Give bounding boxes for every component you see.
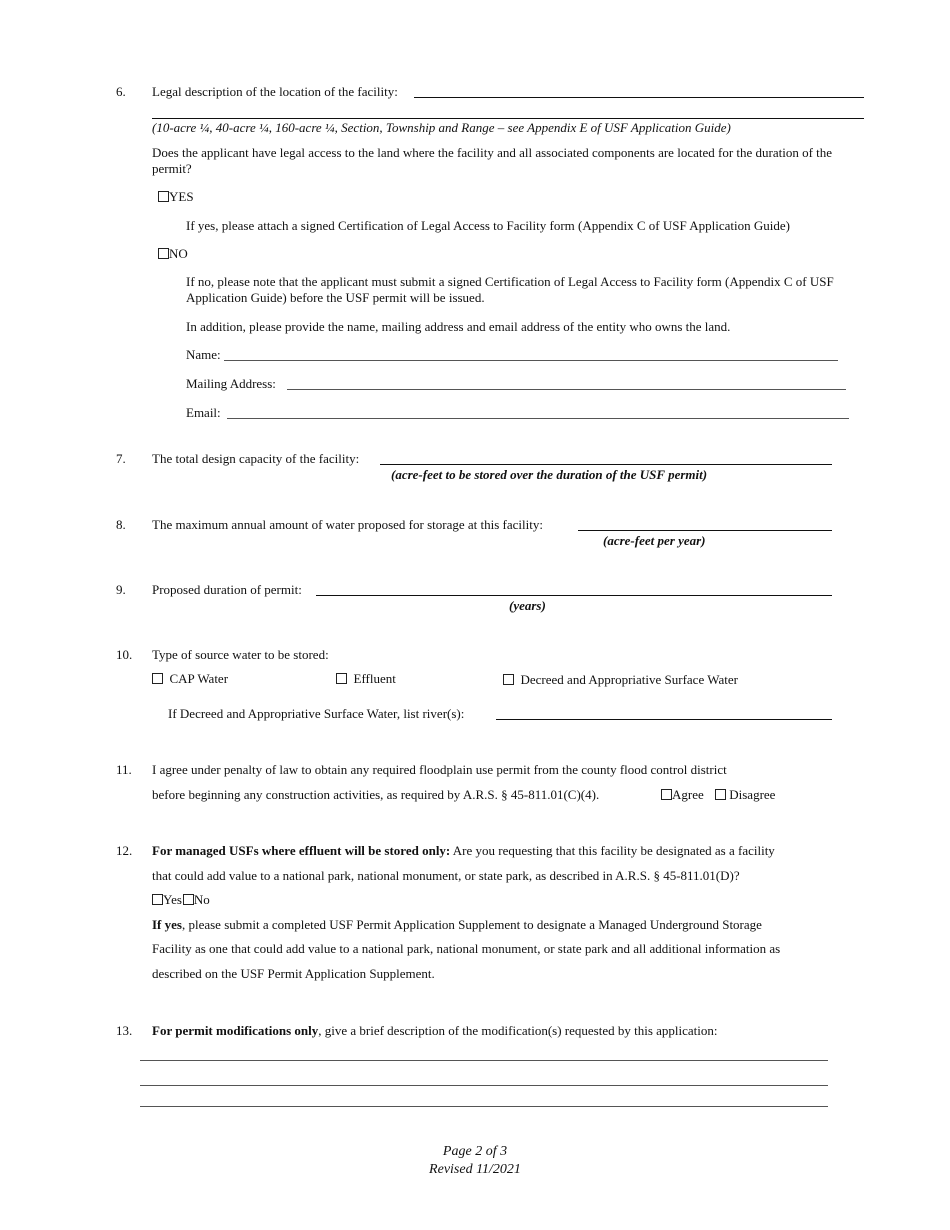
q12-bold-lead: For managed USFs where effluent will be stored only:	[152, 843, 451, 858]
q6-no-label: NO	[169, 246, 188, 261]
q12-line1	[152, 843, 775, 859]
q6-legal-description-field[interactable]	[414, 97, 864, 98]
footer-page: Page 2 of 3	[442, 1144, 508, 1159]
q10-effluent-checkbox[interactable]	[336, 673, 347, 684]
q11-disagree-label: Disagree	[729, 787, 776, 802]
q6-no-note: If no, please note that the applicant must submit a signed Certification of Legal Access to Facility form (Appendix C of USF Application Guide) before the USF permit will be issued.	[186, 274, 834, 305]
q13-description-line-1[interactable]	[140, 1060, 828, 1061]
q6-no-checkbox[interactable]	[158, 248, 169, 259]
q6-number: 6.	[116, 84, 126, 99]
q7-label: The total design capacity of the facility:	[152, 451, 360, 466]
q10-number: 10.	[116, 647, 133, 662]
q6-access-question: Does the applicant have legal access to the land where the facility and all associated components are located for the duration of the permit?	[152, 145, 833, 176]
q10-surface-water-label: Decreed and Appropriative Surface Water	[520, 672, 738, 687]
q11-agree-checkbox[interactable]	[661, 789, 672, 800]
q6-yes-option[interactable]	[158, 189, 194, 205]
q13-description-line-2[interactable]	[140, 1085, 828, 1086]
q6-yes-note: If yes, please attach a signed Certification of Legal Access to Facility form (Appendix C of USF Application Guide)	[186, 218, 790, 233]
q8-label: The maximum annual amount of water proposed for storage at this facility:	[152, 517, 543, 532]
q6-email-field[interactable]	[227, 418, 849, 419]
q13-description-line-3[interactable]	[140, 1106, 828, 1107]
q9-number: 9.	[116, 582, 126, 597]
q8-unit: (acre-feet per year)	[603, 533, 706, 548]
q12-ifyes-line1-rest: , please submit a completed USF Permit Application Supplement to designate a Managed Underground Storage	[181, 917, 762, 932]
q7-unit: (acre-feet to be stored over the duration of the USF permit)	[391, 467, 708, 482]
q10-cap-label: CAP Water	[169, 671, 229, 686]
q6-addition-note: In addition, please provide the name, mailing address and email address of the entity who owns the land.	[186, 319, 731, 334]
q11-agree-option[interactable]	[661, 787, 704, 803]
q11-number: 11.	[116, 762, 132, 777]
q9-duration-field[interactable]	[316, 595, 832, 596]
q10-surface-water-checkbox[interactable]	[503, 674, 514, 685]
q11-disagree-option[interactable]	[715, 787, 775, 803]
q10-option-surface-water[interactable]	[503, 672, 738, 688]
q10-effluent-label: Effluent	[353, 671, 396, 686]
q6-name-label: Name:	[186, 347, 221, 362]
q13-rest: , give a brief description of the modification(s) requested by this application:	[318, 1023, 718, 1038]
q12-ifyes-line1	[152, 917, 762, 933]
q13-number: 13.	[116, 1023, 133, 1038]
q6-yes-checkbox[interactable]	[158, 191, 169, 202]
q12-yes-no	[152, 892, 210, 908]
q10-river-field[interactable]	[496, 719, 832, 720]
q12-ifyes-line2: Facility as one that could add value to a national park, national monument, or state park and all additional information as	[152, 941, 781, 956]
q7-number: 7.	[116, 451, 126, 466]
q10-river-label: If Decreed and Appropriative Surface Water, list river(s):	[168, 706, 465, 721]
q11-line2: before beginning any construction activities, as required by A.R.S. § 45-811.01(C)(4).	[152, 787, 600, 802]
q11-line1: I agree under penalty of law to obtain any required floodplain use permit from the county flood control district	[152, 762, 727, 777]
footer-revised: Revised 11/2021	[429, 1162, 521, 1177]
q6-hint: (10-acre ¼, 40-acre ¼, 160-acre ¼, Section, Township and Range – see Appendix E of USF Application Guide)	[152, 120, 731, 135]
q12-line2: that could add value to a national park, national monument, or state park, as described in A.R.S. § 45-811.01(D)?	[152, 868, 740, 883]
q10-option-effluent[interactable]	[336, 671, 396, 687]
q10-option-cap[interactable]	[152, 671, 228, 687]
q11-disagree-checkbox[interactable]	[715, 789, 726, 800]
q8-annual-amount-field[interactable]	[578, 530, 832, 531]
q12-no-label: No	[193, 892, 210, 907]
q6-email-label: Email:	[186, 405, 221, 420]
q6-mailing-field[interactable]	[287, 389, 846, 390]
q7-capacity-field[interactable]	[380, 464, 832, 465]
q12-line1-rest: Are you requesting that this facility be designated as a facility	[450, 843, 775, 858]
q12-ifyes-bold: If yes	[152, 917, 182, 932]
q10-label: Type of source water to be stored:	[152, 647, 329, 662]
q6-legal-description-field-2[interactable]	[152, 118, 864, 119]
q6-yes-label: YES	[169, 189, 194, 204]
q12-ifyes-line3: described on the USF Permit Application Supplement.	[152, 966, 435, 981]
q6-name-field[interactable]	[224, 360, 838, 361]
q9-label: Proposed duration of permit:	[152, 582, 302, 597]
q9-unit: (years)	[509, 598, 546, 613]
q12-yes-checkbox[interactable]	[152, 894, 163, 905]
q12-number: 12.	[116, 843, 133, 858]
q6-mailing-label: Mailing Address:	[186, 376, 276, 391]
q6-label: Legal description of the location of the facility:	[152, 84, 398, 99]
q6-no-option[interactable]	[158, 246, 188, 262]
q13-line	[152, 1023, 718, 1039]
q11-agree-label: Agree	[672, 787, 704, 802]
q12-no-checkbox[interactable]	[183, 894, 194, 905]
q12-yes-label: Yes	[163, 892, 182, 907]
q8-number: 8.	[116, 517, 126, 532]
q10-cap-checkbox[interactable]	[152, 673, 163, 684]
q13-bold-lead: For permit modifications only	[152, 1023, 319, 1038]
